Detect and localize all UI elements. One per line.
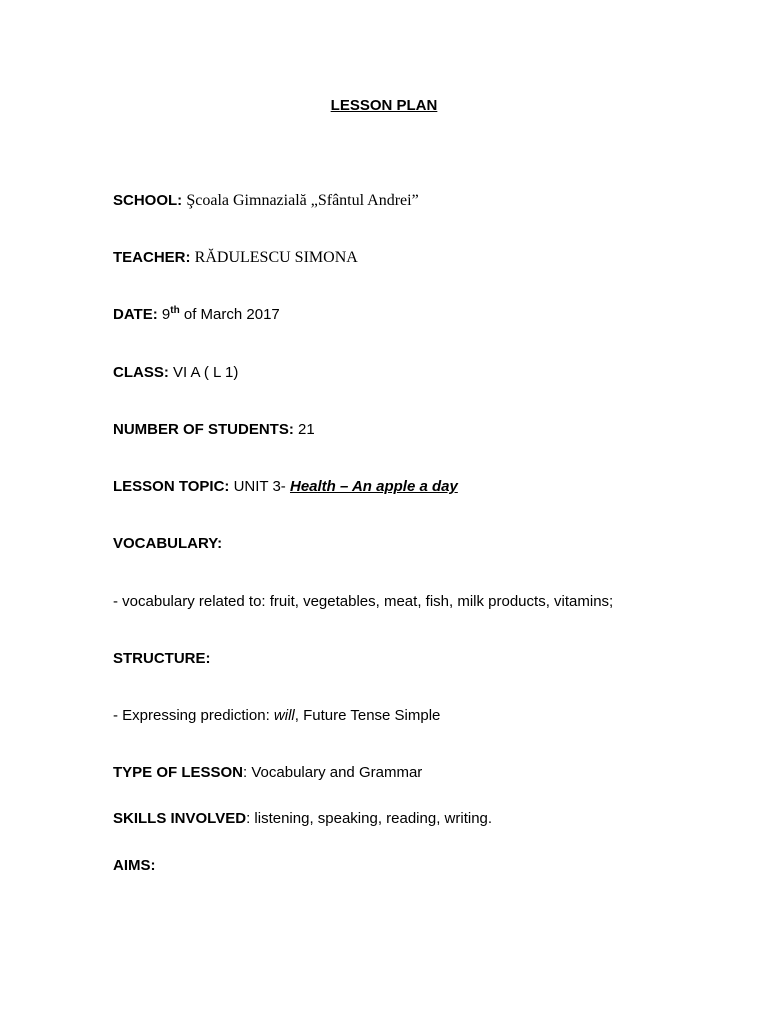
lesson-type-line	[113, 763, 422, 783]
structure-label: STRUCTURE:	[113, 650, 211, 667]
vocabulary-label: VOCABULARY:	[113, 535, 223, 552]
skills-value: : listening, speaking, reading, writing.	[246, 810, 493, 827]
structure-heading	[113, 649, 211, 669]
structure-item	[113, 706, 440, 726]
skills-line	[113, 809, 492, 829]
teacher-value: RĂDULESCU SIMONA	[194, 249, 358, 266]
students-line	[113, 420, 315, 440]
document-title: LESSON PLAN	[330, 97, 438, 114]
date-line	[113, 305, 280, 325]
vocabulary-item: - vocabulary related to: fruit, vegetables, meat, fish, milk products, vitamins;	[113, 593, 614, 610]
structure-will: will	[273, 707, 295, 724]
structure-prefix: - Expressing prediction:	[113, 707, 270, 724]
class-label: CLASS:	[113, 364, 169, 381]
date-rest: of March 2017	[183, 306, 280, 323]
date-label: DATE:	[113, 306, 158, 323]
vocabulary-heading	[113, 534, 222, 554]
topic-unit: UNIT 3-	[233, 478, 286, 495]
structure-rest: , Future Tense Simple	[294, 707, 441, 724]
teacher-line	[113, 248, 358, 268]
teacher-label: TEACHER:	[113, 249, 191, 266]
students-label: NUMBER OF STUDENTS:	[113, 421, 294, 438]
aims-label: AIMS:	[113, 857, 156, 874]
school-label: SCHOOL:	[113, 192, 183, 209]
skills-label: SKILLS INVOLVED	[113, 810, 247, 827]
aims-heading	[113, 856, 156, 876]
date-day: 9	[161, 306, 171, 323]
students-value: 21	[298, 421, 315, 438]
topic-label: LESSON TOPIC:	[113, 478, 230, 495]
school-line	[113, 191, 419, 211]
topic-line	[113, 477, 458, 497]
lesson-type-label: TYPE OF LESSON	[113, 764, 244, 781]
topic-title: Health – An apple a day	[289, 478, 458, 495]
school-value: Şcoala Gimnazială „Sfântul Andrei”	[186, 192, 419, 209]
class-value: VI A ( L 1)	[173, 364, 239, 381]
lesson-type-value: : Vocabulary and Grammar	[243, 764, 423, 781]
date-suffix: th	[170, 305, 180, 316]
class-line	[113, 363, 238, 383]
